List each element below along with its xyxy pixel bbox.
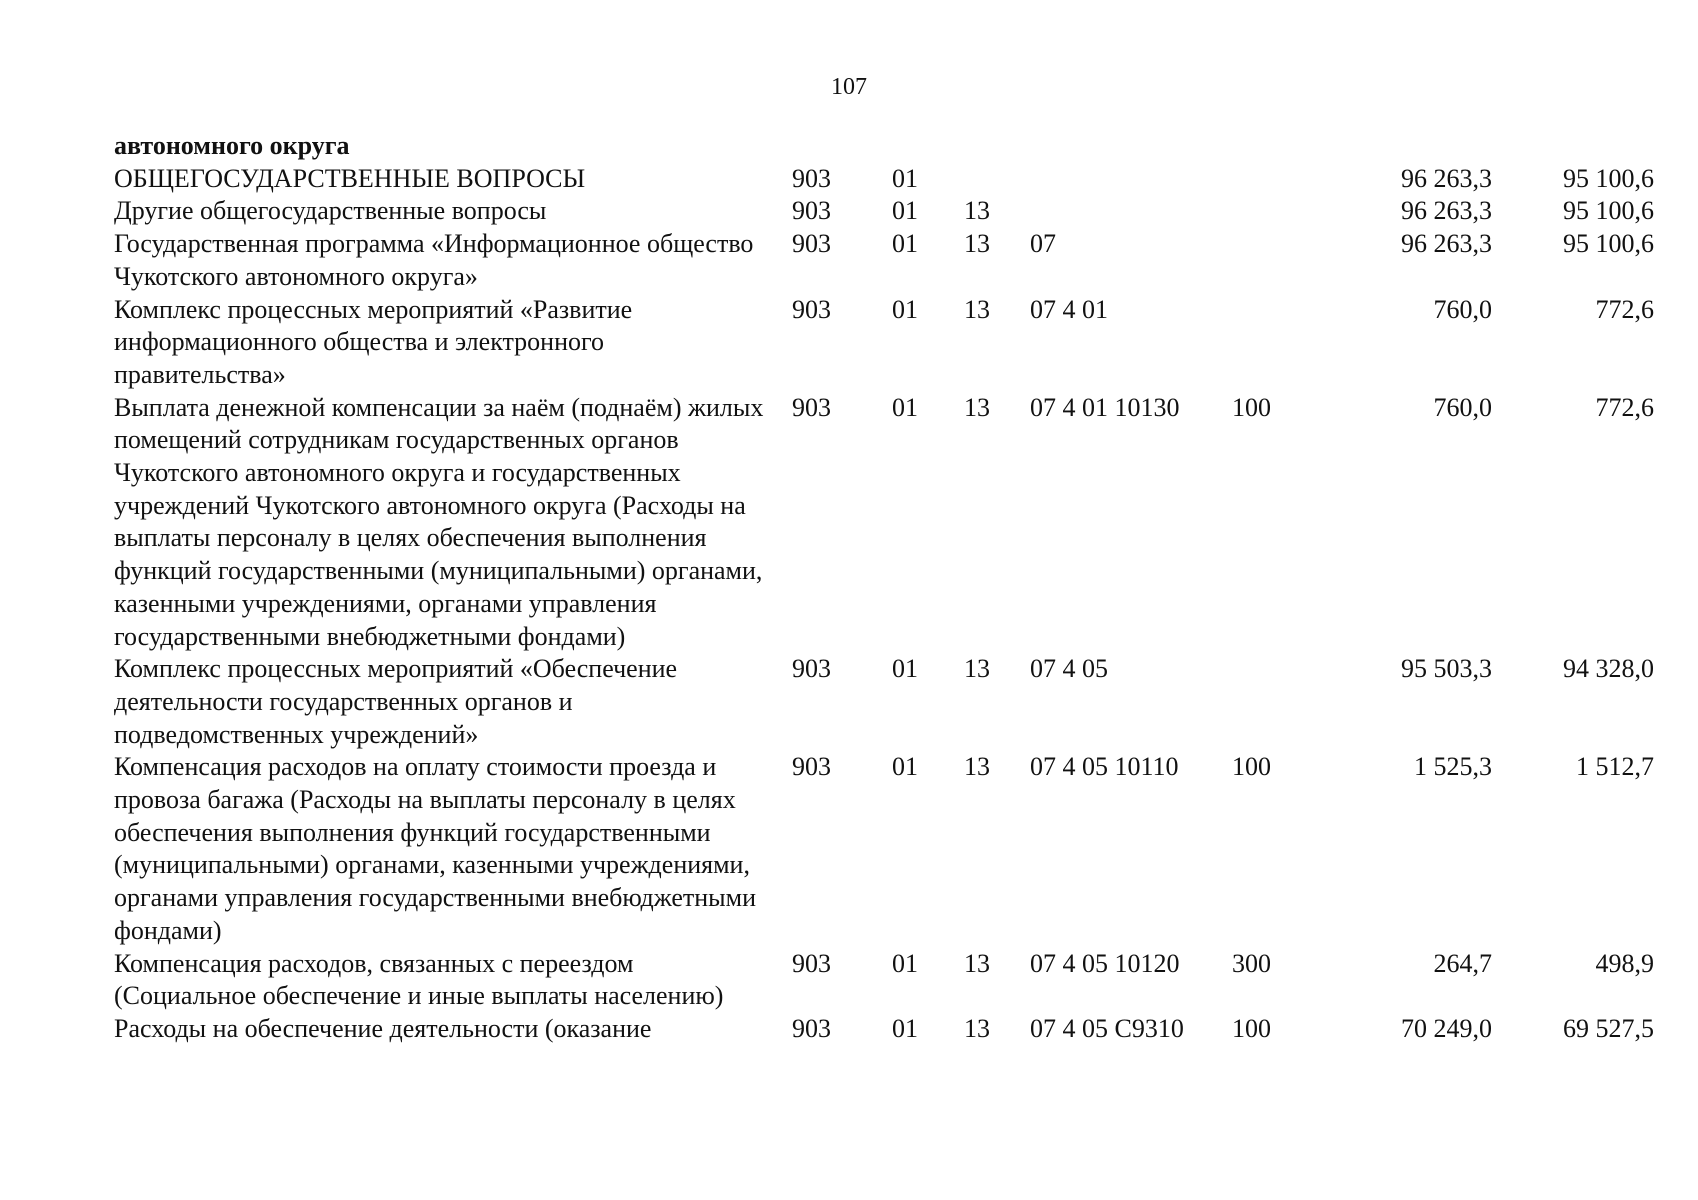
expense-type-code [1232,163,1322,196]
subsection-code [964,130,1030,163]
ministry-code: 903 [792,1013,831,1043]
ministry-code: 903 [792,654,831,684]
table-row [114,751,1654,947]
ministry-code: 903 [792,948,831,978]
target-article-code: 07 4 05 С9310 [1030,1013,1184,1043]
section-code: 01 [892,948,918,978]
target-article-code [1030,163,1232,196]
target-article-code: 07 [1030,229,1056,259]
row-name: Расходы на обеспечение деятельности (оказание [114,1013,652,1043]
table-row [114,195,1654,228]
subsection-code: 13 [964,196,990,226]
table-row [114,228,1654,293]
amount-year-1: 760,0 [1433,392,1492,422]
amount-year-1 [1322,130,1492,163]
table-row [114,163,1654,196]
amount-year-2: 772,6 [1595,294,1654,324]
amount-year-2: 95 100,6 [1563,163,1654,193]
section-code: 01 [892,294,918,324]
ministry-code: 903 [792,392,831,422]
section-code [892,130,964,163]
section-code: 01 [892,229,918,259]
amount-year-2: 94 328,0 [1563,654,1654,684]
expense-type-code [1232,294,1322,392]
ministry-code: 903 [792,196,831,226]
expense-type-code: 300 [1232,948,1271,978]
target-article-code: 07 4 05 [1030,654,1108,684]
subsection-code: 13 [964,229,990,259]
amount-year-2: 498,9 [1595,948,1654,978]
row-name: Компенсация расходов, связанных с переездом (Социальное обеспечение и иные выплаты населению) [114,948,724,1011]
table-row [114,294,1654,392]
amount-year-2: 1 512,7 [1576,752,1654,782]
target-article-code: 07 4 01 [1030,294,1108,324]
amount-year-1: 95 503,3 [1401,654,1492,684]
subsection-code: 13 [964,294,990,324]
amount-year-2: 772,6 [1595,392,1654,422]
target-article-code: 07 4 05 10110 [1030,752,1179,782]
row-name: автономного округа [114,131,350,160]
section-code: 01 [892,163,918,193]
ministry-code: 903 [792,163,831,193]
subsection-code: 13 [964,752,990,782]
subsection-code: 13 [964,948,990,978]
row-name: Выплата денежной компенсации за наём (поднаём) жилых помещений сотрудникам государственных органов Чукотского автономного округа и государственных учреждений Чукотского автономного округа (Расходы на выплаты персоналу в целях обеспечения выполнения функций государственными (муниципальными) органами, казенными учреждениями, органами управления государственными внебюджетными фондами) [114,392,764,651]
amount-year-2 [1492,130,1654,163]
subsection-code: 13 [964,392,990,422]
row-name: Компенсация расходов на оплату стоимости проезда и провоза багажа (Расходы на выплаты персоналу в целях обеспечения выполнения функций государственными (муниципальными) органами, казенными учреждениями, органами управления государственными внебюджетными фондами) [114,752,757,945]
section-code: 01 [892,392,918,422]
target-article-code [1030,130,1232,163]
amount-year-1: 264,7 [1433,948,1492,978]
amount-year-1: 70 249,0 [1401,1013,1492,1043]
ministry-code [792,130,892,163]
ministry-code: 903 [792,294,831,324]
section-code: 01 [892,196,918,226]
section-code: 01 [892,752,918,782]
amount-year-1: 96 263,3 [1401,229,1492,259]
row-name: ОБЩЕГОСУДАРСТВЕННЫЕ ВОПРОСЫ [114,163,586,193]
table-row [114,948,1654,1013]
subsection-code [964,163,1030,196]
ministry-code: 903 [792,752,831,782]
expense-type-code [1232,228,1322,293]
target-article-code: 07 4 05 10120 [1030,948,1180,978]
section-code: 01 [892,654,918,684]
amount-year-1: 96 263,3 [1401,196,1492,226]
expense-type-code: 100 [1232,752,1271,782]
expense-type-code [1232,130,1322,163]
target-article-code [1030,195,1232,228]
row-name: Комплекс процессных мероприятий «Развитие информационного общества и электронного правительства» [114,294,633,389]
budget-table [114,130,1654,1046]
amount-year-1: 1 525,3 [1414,752,1492,782]
row-name: Другие общегосударственные вопросы [114,196,547,226]
expense-type-code [1232,653,1322,751]
table-row [114,392,1654,654]
target-article-code: 07 4 01 10130 [1030,392,1180,422]
row-name: Комплекс процессных мероприятий «Обеспечение деятельности государственных органов и подведомственных учреждений» [114,654,678,749]
amount-year-2: 69 527,5 [1563,1013,1654,1043]
amount-year-1: 96 263,3 [1401,163,1492,193]
expense-type-code: 100 [1232,1013,1271,1043]
row-name: Государственная программа «Информационное общество Чукотского автономного округа» [114,229,754,291]
expense-type-code [1232,195,1322,228]
amount-year-2: 95 100,6 [1563,196,1654,226]
table-row [114,653,1654,751]
table-row [114,1013,1654,1046]
expense-type-code: 100 [1232,392,1271,422]
subsection-code: 13 [964,1013,990,1043]
table-row [114,130,1654,163]
amount-year-2: 95 100,6 [1563,229,1654,259]
page-number: 107 [831,74,867,100]
subsection-code: 13 [964,654,990,684]
ministry-code: 903 [792,229,831,259]
amount-year-1: 760,0 [1433,294,1492,324]
section-code: 01 [892,1013,918,1043]
